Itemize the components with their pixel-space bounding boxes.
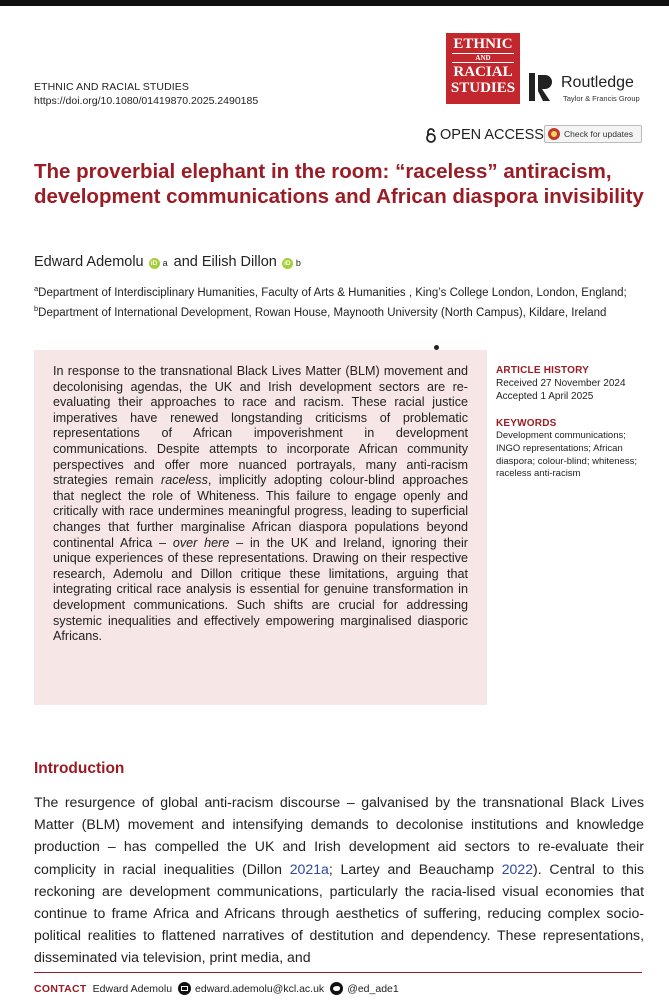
routledge-logo-icon <box>528 71 556 103</box>
abstract-text <box>53 364 468 645</box>
intro-text: ; Lartey and Beauchamp <box>328 860 502 877</box>
intro-paragraph <box>34 791 644 969</box>
footer-rule <box>34 972 642 973</box>
open-access-label: OPEN ACCESS <box>440 127 544 143</box>
abstract-part: In response to the transnational Black Lives Matter (BLM) movement and decolonising agendas, the UK and Irish development sectors are re-evaluating their approaches to race and racism. These racial justice imperatives have renewed longstanding criticisms of problematic representations of African impoverishment in development communications. Despite attempts to incorporate African community perspectives and offer more nuanced portrayals, many anti-racism strategies remain <box>53 364 468 488</box>
author-affil-sup: b <box>295 258 301 268</box>
journal-logo <box>446 33 520 104</box>
publisher-name: Routledge <box>561 74 634 91</box>
article-title: The proverbial elephant in the room: “raceless” antiracism, development communications and African diaspora invisibility <box>34 160 644 208</box>
author-list <box>34 254 307 270</box>
keywords-text: Development communications; INGO representations; African diaspora; colour-blind; whiteness; raceless anti-racism <box>496 430 637 480</box>
check-for-updates-button[interactable] <box>544 125 642 143</box>
accepted-date: Accepted 1 April 2025 <box>496 391 594 402</box>
orcid-icon[interactable]: iD <box>149 258 160 269</box>
intro-text: The resurgence of global anti-racism discourse – galvanised by the transnational Black Lives Matter (BLM) movement and intensifying demands to decolonise institutions and knowledge production – has compelled the UK and Irish development aid sectors to re-evaluate their complicity in racial inequalities (Dillon <box>34 794 644 877</box>
affiliations <box>34 281 646 322</box>
abstract-emphasis: over here <box>172 535 230 550</box>
article-history-heading: ARTICLE HISTORY <box>496 365 590 376</box>
contact-name: Edward Ademolu <box>92 982 173 995</box>
affil-sup: b <box>34 304 39 314</box>
contact-label: CONTACT <box>34 982 87 995</box>
author-name[interactable]: Eilish Dillon <box>201 254 277 270</box>
abstract-box <box>34 350 487 705</box>
abstract-emphasis: raceless <box>161 473 208 488</box>
doi-link[interactable]: https://doi.org/10.1080/01419870.2025.2490185 <box>34 95 259 107</box>
article-sidebar <box>496 364 646 481</box>
orcid-icon[interactable]: iD <box>282 258 293 269</box>
logo-line: STUDIES <box>450 80 516 96</box>
check-updates-label: Check for updates <box>564 129 633 139</box>
affil-b: Department of International Development, Rowan House, Maynooth University (North Campus), Kildare, Ireland <box>38 307 607 320</box>
author-join: and <box>173 254 198 270</box>
contact-twitter[interactable]: @ed_ade1 <box>347 982 399 995</box>
open-access-badge <box>425 127 544 143</box>
citation-link[interactable]: 2022 <box>501 860 534 877</box>
intro-text: ). Central to this reckoning are development communications, particularly the racia-lised visual economies that continue to frame Africa and Africans through aesthetics of suffering, reducing complex socio-political realities to flattened narratives of destitution and dependency. These representations, disseminated via television, print media, and <box>34 860 644 966</box>
author-name[interactable]: Edward Ademolu <box>34 254 144 270</box>
logo-line: ETHNIC <box>453 36 513 52</box>
email-icon <box>178 982 191 995</box>
top-border <box>0 0 669 6</box>
contact-line <box>34 982 399 995</box>
logo-line: RACIAL <box>453 64 513 80</box>
section-heading: Introduction <box>34 760 125 777</box>
journal-header <box>34 80 258 108</box>
journal-name: ETHNIC AND RACIAL STUDIES <box>34 81 189 93</box>
open-lock-icon <box>425 128 437 143</box>
keywords-heading: KEYWORDS <box>496 418 557 429</box>
abstract-part: – in the UK and Ireland, ignoring their unique experiences of these representations. Drawing on their respective research, Ademolu and Dillon critique these limitations, arguing that integrating critical race analysis is essential for genuine transformation in development communications. Such shifts are crucial for addressing systemic inequalities and effectively empowering marginalised diasporic Africans. <box>53 535 468 644</box>
affil-sup: a <box>34 284 39 293</box>
logo-line: AND <box>452 53 514 63</box>
received-date: Received 27 November 2024 <box>496 378 626 389</box>
author-affil-sup: a <box>162 258 168 268</box>
abstract-part: , implicitly adopting colour-blind approaches that neglect the role of Whiteness. This failure to engage openly and critically with race undermines meaningful progress, leading to superficial changes that further marginalise African diaspora populations beyond continental Africa – <box>53 473 469 550</box>
contact-email[interactable]: edward.ademolu@kcl.ac.uk <box>195 982 325 995</box>
citation-link[interactable]: 2021a <box>289 860 329 877</box>
affil-a: Department of Interdisciplinary Humanities, Faculty of Arts & Humanities , King’s College London, London, England; <box>38 286 627 299</box>
twitter-icon <box>330 982 343 995</box>
publisher-sub: Taylor & Francis Group <box>563 94 640 103</box>
crossmark-icon <box>548 128 560 140</box>
